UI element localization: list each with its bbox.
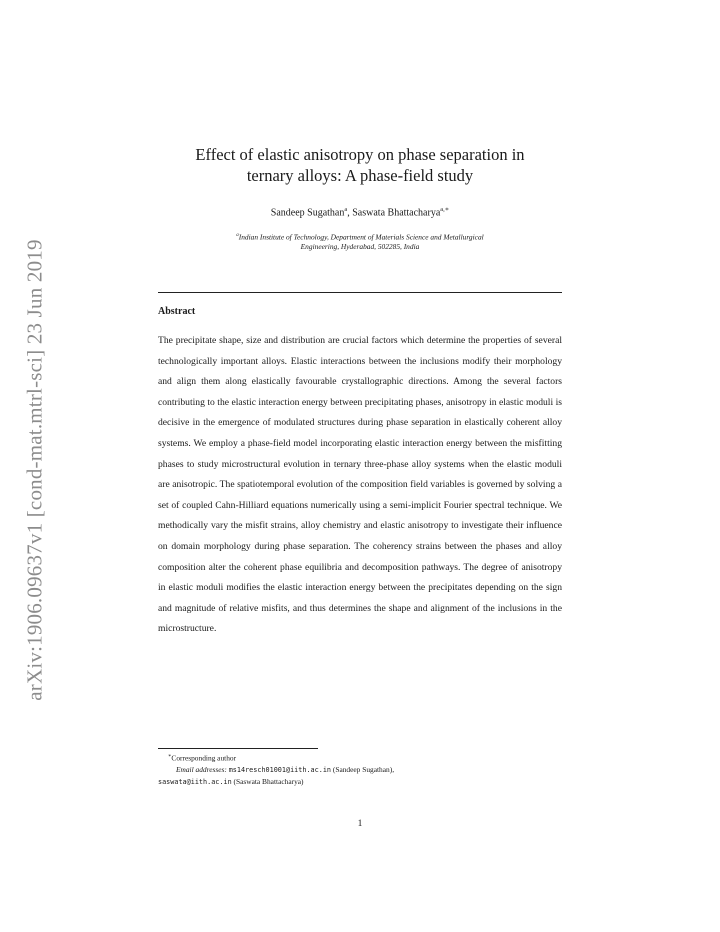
arxiv-identifier-stamp: arXiv:1906.09637v1 [cond-mat.mtrl-sci] 23 Jun 2019 xyxy=(22,239,47,701)
author-list xyxy=(158,205,562,218)
affiliation-mark: a xyxy=(236,233,239,238)
footnote-mark: ∗ xyxy=(168,754,172,759)
email-owner-2: (Saswata Bhattacharya) xyxy=(233,777,304,787)
title-line-2: ternary alloys: A phase-field study xyxy=(246,166,474,185)
email-label: Email addresses: xyxy=(176,764,227,774)
affiliation-line-2: Engineering, Hyderabad, 502285, India xyxy=(300,242,420,252)
affiliation-line-1: $^a$Indian Institute of Technology, Department of Materials Science and Metallurgical xyxy=(236,232,484,242)
email-address-2[interactable]: saswata@iith.ac.in xyxy=(158,778,232,787)
abstract-text: The precipitate shape, size and distribution are crucial factors which determine the properties of several technologically important alloys. Elastic interactions between the inclusions modify their morphology and align them along elastically favourable crystallographic directions. Among the several factors contributing to the elastic interaction energy between precipitating phases, anisotropy in elastic moduli is decisive in the emergence of modulated structures during phase separation in elastically coherent alloy systems. We employ a phase-field model incorporating elastic interaction energy between the misfitting phases to study microstructural evolution in ternary three-phase alloy systems when the elastic moduli are anisotropic. The spatiotemporal evolution of the composition field variables is governed by solving a set of coupled Cahn-Hilliard equations numerically using a semi-implicit Fourier spectral technique. We methodically vary the misfit strains, alloy chemistry and elastic anisotropy to investigate their influence on domain morphology during phase separation. The coherency strains between the phases and alloy composition alter the coherent phase equilibria and decomposition pathways. The degree of anisotropy in elastic moduli modifies the elastic interaction energy between the precipitates depending on the sign and magnitude of relative misfits, and thus determines the shape and alignment of the inclusions in the microstructure. xyxy=(158,335,562,635)
title-line-1: Effect of elastic anisotropy on phase separation in xyxy=(195,145,525,164)
affiliation-mark: a xyxy=(344,206,348,213)
paper-title xyxy=(158,144,562,186)
affiliation-mark: a,∗ xyxy=(440,206,450,213)
footnotes xyxy=(158,751,562,789)
page-number: 1 xyxy=(357,819,363,829)
email-line-2 xyxy=(158,776,562,789)
author-name: Saswata Bhattacharya xyxy=(352,207,441,219)
abstract-top-rule xyxy=(158,292,562,293)
email-address-1[interactable]: ms14resch01001@iith.ac.in xyxy=(228,765,332,774)
footnote-rule xyxy=(158,748,318,749)
author-name: Sandeep Sugathan xyxy=(270,207,345,219)
corresponding-author-note: ∗Corresponding author xyxy=(168,753,237,763)
author-separator: , xyxy=(347,207,353,219)
affiliation xyxy=(168,231,552,252)
abstract-heading: Abstract xyxy=(158,306,196,317)
email-owner-1: (Sandeep Sugathan), xyxy=(332,764,395,774)
email-line xyxy=(158,764,562,777)
